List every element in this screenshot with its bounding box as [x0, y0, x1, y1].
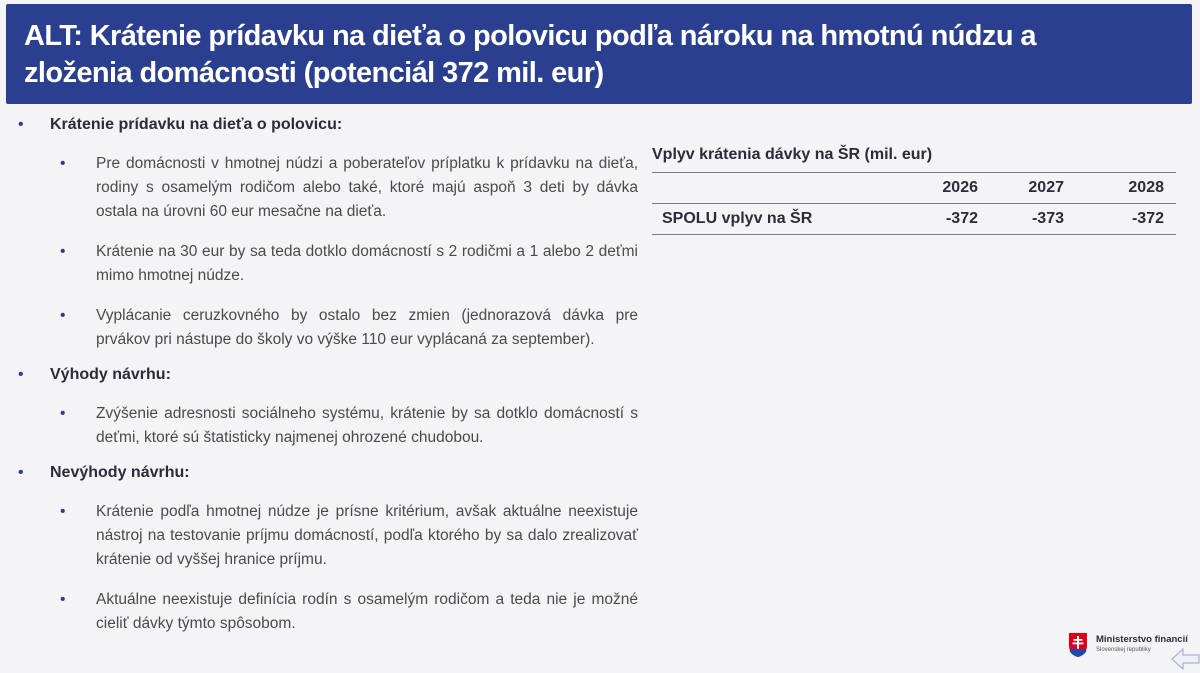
table-header-cell: 2026	[902, 173, 990, 204]
logo-name: Ministerstvo financií	[1096, 634, 1188, 645]
list-item	[18, 304, 638, 352]
section-heading	[18, 364, 638, 386]
bullet-icon: •	[60, 591, 66, 608]
list-item	[18, 240, 638, 288]
list-item	[18, 152, 638, 224]
impact-table	[652, 173, 1176, 235]
list-item-text: Krátenie na 30 eur by sa teda dotklo domácností s 2 rodičmi a 1 alebo 2 deťmi mimo hmotnej núdze.	[96, 243, 638, 284]
section-heading-text: Krátenie prídavku na dieťa o polovicu:	[50, 116, 343, 133]
slide-title: ALT: Krátenie prídavku na dieťa o polovicu podľa nároku na hmotnú núdzu a zloženia domácnosti (potenciál 372 mil. eur)	[24, 20, 1036, 89]
table-header-row	[652, 173, 1176, 204]
list-item	[18, 500, 638, 572]
bullet-icon: •	[60, 155, 66, 172]
section-heading-text: Výhody návrhu:	[50, 366, 171, 383]
section-heading	[18, 462, 638, 484]
bullet-icon: •	[18, 116, 24, 133]
table-cell: -372	[1076, 204, 1176, 235]
section-heading-text: Nevýhody návrhu:	[50, 464, 190, 481]
table-cell: -372	[902, 204, 990, 235]
list-item-text: Vyplácanie ceruzkovného by ostalo bez zmien (jednorazová dávka pre prvákov pri nástupe do školy vo výške 110 eur vyplácaná za september).	[96, 307, 638, 348]
list-item-text: Zvýšenie adresnosti sociálneho systému, krátenie by sa dotklo domácností s deťmi, ktoré sú štatisticky najmenej ohrozené chudobou.	[96, 405, 638, 446]
list-item	[18, 402, 638, 450]
section-heading	[18, 114, 638, 136]
table-header-cell: 2027	[990, 173, 1076, 204]
table-title: Vplyv krátenia dávky na ŠR (mil. eur)	[652, 142, 1176, 173]
logo-subname: Slovenskej republiky	[1096, 647, 1151, 653]
list-item	[18, 588, 638, 636]
impact-table-block	[652, 142, 1176, 235]
bullet-icon: •	[18, 464, 24, 481]
bullet-icon: •	[60, 405, 66, 422]
table-row-label: SPOLU vplyv na ŠR	[652, 204, 902, 235]
bullet-icon: •	[60, 243, 66, 260]
table-cell: -373	[990, 204, 1076, 235]
bullet-content	[18, 114, 638, 636]
slovak-coat-of-arms-icon	[1068, 632, 1088, 658]
bullet-icon: •	[18, 366, 24, 383]
table-header-cell: 2028	[1076, 173, 1176, 204]
list-item-text: Krátenie podľa hmotnej núdze je prísne kritérium, avšak aktuálne neexistuje nástroj na testovanie príjmu domácností, podľa ktorého by sa dalo zrealizovať krátenie od vyššej hranice príjmu.	[96, 503, 638, 568]
title-bar	[6, 4, 1192, 104]
table-row	[652, 204, 1176, 235]
bullet-icon: •	[60, 307, 66, 324]
bullet-icon: •	[60, 503, 66, 520]
list-item-text: Aktuálne neexistuje definícia rodín s osamelým rodičom a teda nie je možné cieliť dávky týmto spôsobom.	[96, 591, 638, 632]
table-header-cell	[652, 173, 902, 204]
list-item-text: Pre domácnosti v hmotnej núdzi a poberateľov príplatku k prídavku na dieťa, rodiny s osamelým rodičom alebo také, ktoré majú aspoň 3 deti by dávka ostala na úrovni 60 eur mesačne na dieťa.	[96, 155, 638, 220]
back-arrow-icon[interactable]	[1170, 646, 1200, 672]
